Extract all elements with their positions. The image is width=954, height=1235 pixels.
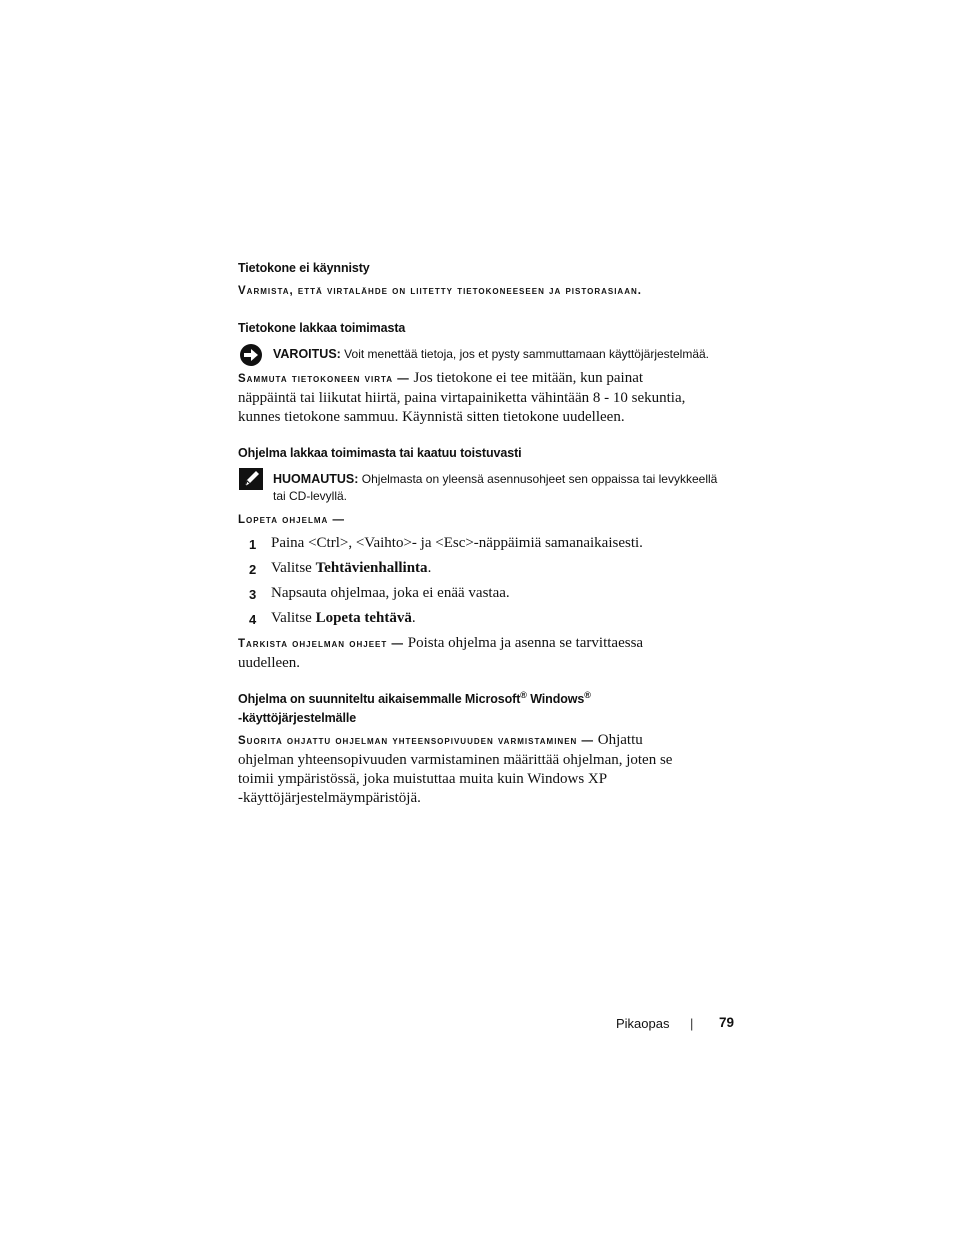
step-text-plain: Valitse (271, 560, 316, 576)
step-number: 2 (249, 562, 257, 577)
step-text (271, 610, 416, 627)
step-number: 4 (249, 612, 257, 627)
note-line-2: tai CD-levyllä. (273, 489, 348, 503)
instruction-check-power: Varmista, että virtalähde on liitetty tietokoneeseen ja pistorasiaan. (238, 285, 642, 297)
section-heading-program-crashes: Ohjelma lakkaa toimimasta tai kaatuu toistuvasti (238, 446, 522, 460)
check-docs-line-2: uudelleen. (238, 655, 301, 671)
check-docs-paragraph (238, 634, 738, 673)
registered-mark: ® (584, 689, 591, 700)
warning-text: Voit menettää tietoja, jos et pysty sammuttamaan käyttöjärjestelmää. (344, 347, 710, 361)
step-number: 1 (249, 537, 257, 552)
menu-option-end-task: Lopeta tehtävä (315, 610, 412, 626)
check-docs-run-in: Tarkista ohjelman ohjeet — (238, 638, 404, 650)
shutdown-line-1: Jos tietokone ei tee mitään, kun painat (413, 370, 644, 386)
heading-line-2: -käyttöjärjestelmälle (238, 711, 357, 725)
section-heading-older-windows (238, 690, 591, 728)
compat-line-3: toimii ympäristössä, joka muistuttaa muita kuin Windows XP (238, 771, 608, 787)
compat-line-1-tail: Ohjattu (597, 732, 643, 748)
warning-label: VAROITUS: (273, 347, 341, 361)
footer-title: Pikaopas (616, 1016, 670, 1031)
compat-line-4: -käyttöjärjestelmäympäristöjä. (238, 790, 421, 806)
compat-line-2: ohjelman yhteensopivuuden varmistaminen määrittää ohjelman, joten se (238, 752, 673, 768)
step-text (271, 560, 431, 577)
footer-separator: | (690, 1016, 694, 1031)
heading-part-1: Ohjelma on suunniteltu aikaisemmalle Microsoft (238, 692, 521, 706)
step-number: 3 (249, 587, 257, 602)
step-text: Napsauta ohjelmaa, joka ei enää vastaa. (271, 585, 510, 601)
shutdown-line-2: näppäintä tai liikutat hiirtä, paina virtapainiketta vähintään 8 - 10 sekuntia, (238, 390, 686, 406)
step-text-tail: . (411, 610, 416, 626)
page-number: 79 (719, 1015, 735, 1030)
note-line-1: Ohjelmasta on yleensä asennusohjeet sen oppaissa tai levykkeellä (361, 472, 718, 486)
pencil-note-icon (239, 468, 263, 490)
note-label: HUOMAUTUS: (273, 472, 359, 486)
end-program-run-in: Lopeta ohjelma — (238, 514, 345, 526)
shutdown-paragraph (238, 369, 738, 427)
menu-option-task-manager: Tehtävienhallinta (315, 560, 428, 576)
shutdown-run-in: Sammuta tietokoneen virta — (238, 373, 410, 385)
step-text-plain: Valitse (271, 610, 316, 626)
registered-mark: ® (520, 689, 527, 700)
heading-part-2: Windows (526, 692, 585, 706)
step-text-tail: . (427, 560, 432, 576)
section-heading-stops-working: Tietokone lakkaa toimimasta (238, 321, 406, 335)
section-heading-no-start: Tietokone ei käynnisty (238, 261, 370, 275)
compat-run-in: Suorita ohjattu ohjelman yhteensopivuuden varmistaminen — (238, 735, 595, 747)
shutdown-line-3: kunnes tietokone sammuu. Käynnistä sitten tietokone uudelleen. (238, 409, 625, 425)
compat-wizard-paragraph (238, 731, 738, 808)
step-text: Paina <Ctrl>, <Vaihto>- ja <Esc>-näppäimiä samanaikaisesti. (271, 535, 643, 551)
arrow-circle-icon (239, 343, 263, 367)
note-callout (273, 471, 743, 505)
warning-callout (273, 346, 709, 363)
check-docs-line-1: Poista ohjelma ja asenna se tarvittaessa (407, 635, 644, 651)
